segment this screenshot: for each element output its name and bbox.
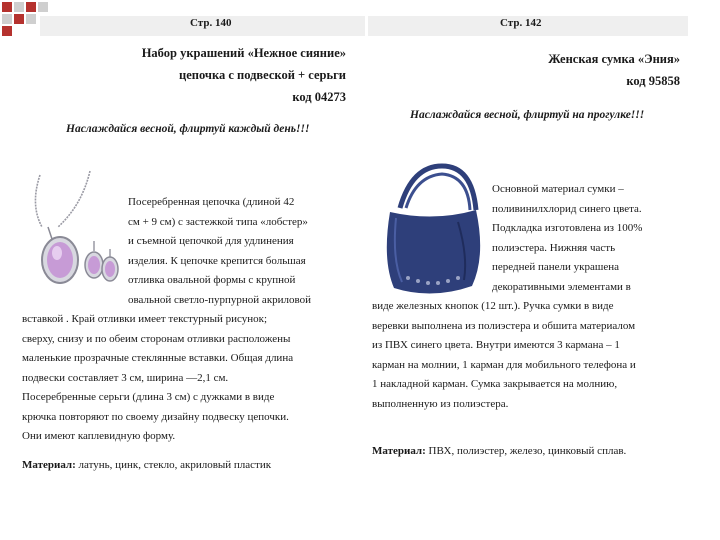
text-line: карман на молнии, 1 карман для мобильного телефона и	[372, 358, 636, 371]
text-line: сверху, снизу и по обеим сторонам отливки расположены	[22, 332, 291, 345]
text-line: из ПВХ синего цвета. Внутри имеются 3 кармана – 1	[372, 339, 620, 351]
material-value: латунь, цинк, стекло, акриловый пластик	[75, 459, 272, 471]
text-line: отливка овальной формы с крупной	[128, 274, 296, 286]
text-line: веревки выполнена из полиэстера и обшита материалом	[372, 319, 636, 332]
text-line: выполненную из полиэстера.	[372, 397, 509, 410]
right-material	[372, 442, 702, 462]
text-line: изделия. К цепочке крепится большая	[128, 254, 306, 267]
text-line: передней панели украшена	[492, 261, 620, 273]
text-line: подвески составляет 3 см, ширина —2,1 см.	[22, 371, 229, 384]
text-line: 1 накладной карман. Сумка закрывается на молнию,	[372, 378, 618, 390]
text-line: полиэстера. Нижняя часть	[492, 241, 616, 254]
text-line: Посеребренные серьги (длина 3 см) с дужками в виде	[22, 391, 275, 403]
right-title-line: Женская сумка «Эния»	[548, 52, 680, 66]
text-line: Основной материал сумки –	[492, 183, 624, 195]
material-label: Материал:	[372, 445, 426, 457]
right-slogan: Наслаждайся весной, флиртуй на прогулке!!!	[410, 109, 645, 121]
text-line: декоративными элементами в	[492, 280, 631, 293]
left-product-title	[90, 42, 346, 108]
left-material	[22, 456, 362, 476]
handbag-image	[372, 160, 494, 300]
text-line: маленькие прозрачные стеклянные вставки. Общая длина	[22, 352, 294, 364]
right-description-wrapped	[492, 180, 692, 297]
text-line: поливинилхлорид синего цвета.	[492, 202, 642, 215]
jewelry-set-image	[20, 165, 120, 300]
right-page-label: Стр. 142	[500, 17, 542, 29]
right-description-full	[372, 297, 702, 414]
left-title-code: код 04273	[292, 90, 346, 104]
text-line: см + 9 см) с застежкой типа «лобстер»	[128, 215, 308, 228]
left-title-line: цепочка с подвеской + серьги	[179, 68, 346, 82]
right-product-title	[440, 48, 680, 92]
left-description-wrapped	[128, 193, 360, 310]
right-title-code: код 95858	[626, 74, 680, 88]
left-page-label: Стр. 140	[190, 17, 232, 29]
text-line: Подкладка изготовлена из 100%	[492, 222, 643, 234]
left-description-full	[22, 310, 362, 447]
left-title-line: Набор украшений «Нежное сияние»	[141, 46, 346, 60]
material-value: ПВХ, полиэстер, железо, цинковый сплав.	[425, 445, 627, 457]
text-line: крючка повторяют по своему дизайну подвеску цепочки.	[22, 410, 289, 423]
text-line: Посеребренная цепочка (длиной 42	[128, 196, 295, 208]
text-line: овальной светло-пурпурной акриловой	[128, 293, 312, 306]
text-line: Они имеют каплевидную форму.	[22, 430, 176, 442]
left-slogan: Наслаждайся весной, флиртуй каждый день!!!	[66, 123, 310, 135]
material-label: Материал:	[22, 459, 76, 471]
text-line: и съемной цепочкой для удлинения	[128, 235, 294, 247]
text-line: вставкой . Край отливки имеет текстурный рисунок;	[22, 313, 268, 325]
text-line: виде железных кнопок (12 шт.). Ручка сумки в виде	[372, 300, 614, 312]
